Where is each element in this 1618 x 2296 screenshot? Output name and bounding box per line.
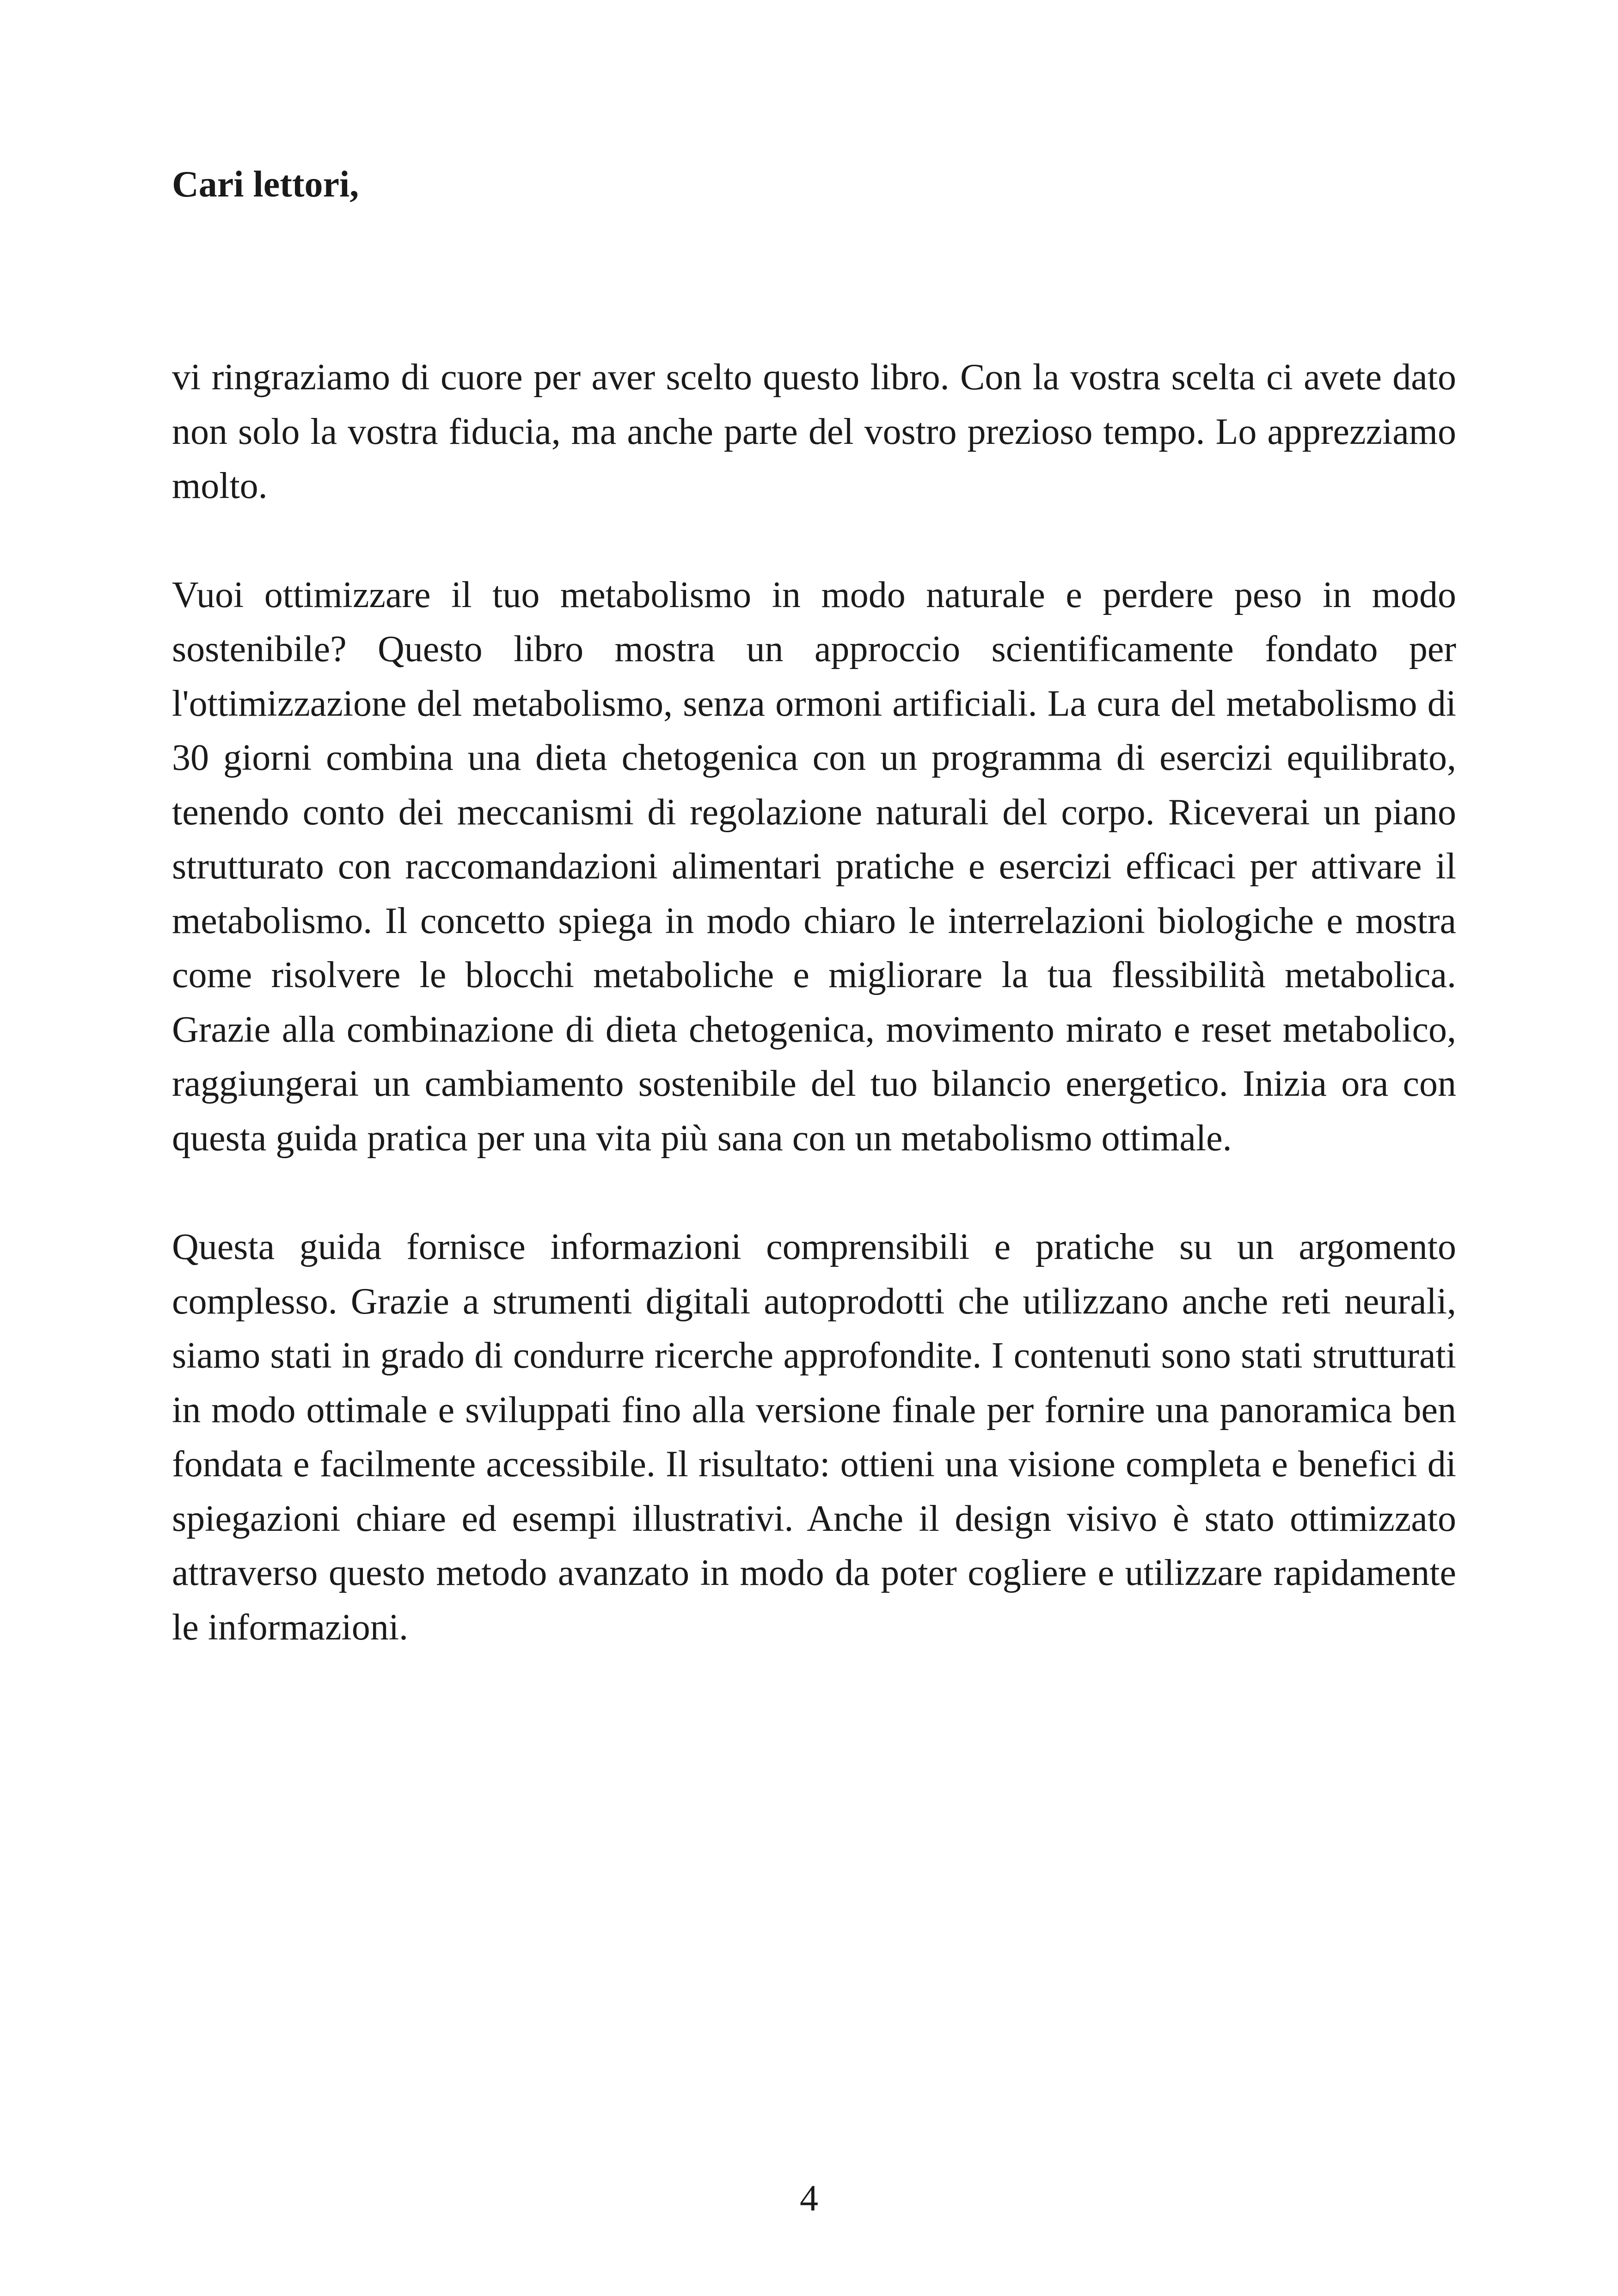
paragraph-book-summary: Vuoi ottimizzare il tuo metabolismo in modo naturale e perdere peso in modo sostenibile? Questo libro mostra un approccio scientificamente fondato per l'ottimizzazione del metabolismo, senza ormoni artificiali. La cura del metabolismo di 30 giorni combina una dieta chetogenica con un programma di esercizi equilibrato, tenendo conto dei meccanismi di regolazione naturali del corpo. Riceverai un piano strutturato con raccomandazioni alimentari pratiche e esercizi efficaci per attivare il metabolismo. Il concetto spiega in modo chiaro le interrelazioni biologiche e mostra come risolvere le blocchi metaboliche e migliorare la tua flessibilità metabolica. Grazie alla combinazione di dieta chetogenica, movimento mirato e reset metabolico, raggiungerai un cambiamento sostenibile del tuo bilancio energetico. Inizia ora con questa guida pratica per una vita più sana con un metabolismo ottimale. [172,574,1456,1159]
paragraph-guide-method: Questa guida fornisce informazioni comprensibili e pratiche su un argomento complesso. Grazie a strumenti digitali autoprodotti che utilizzano anche reti neurali, siamo stati in grado di condurre ricerche approfondite. I contenuti sono stati strutturati in modo ottimale e sviluppati fino alla versione finale per fornire una panoramica ben fondata e facilmente accessibile. Il risultato: ottieni una visione completa e benefici di spiegazioni chiare ed esempi illustrativi. Anche il design visivo è stato ottimizzato attraverso questo metodo avanzato in modo da poter cogliere e utilizzare rapidamente le informazioni. [172,1227,1456,1648]
page-number: 4 [800,2178,818,2219]
page-content [172,157,1456,1709]
paragraph-thanks: vi ringraziamo di cuore per aver scelto questo libro. Con la vostra scelta ci avete dato non solo la vostra fiducia, ma anche parte del vostro prezioso tempo. Lo apprezziamo molto. [172,357,1456,506]
greeting-heading: Cari lettori, [172,164,359,205]
